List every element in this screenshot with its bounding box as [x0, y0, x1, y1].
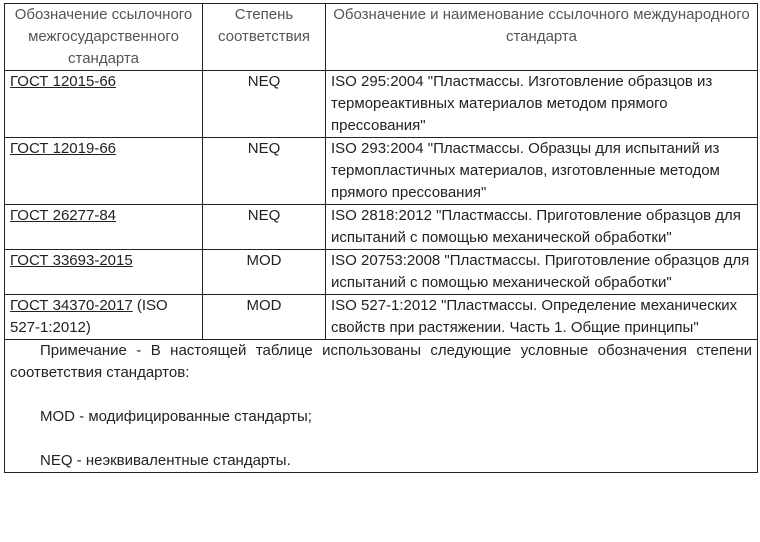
- gost-cell: [5, 205, 203, 250]
- note-row: [5, 340, 758, 473]
- degree-cell: MOD: [203, 295, 326, 340]
- note-mod: MOD - модифицированные стандарты;: [40, 408, 312, 425]
- degree-cell: MOD: [203, 250, 326, 295]
- gost-link[interactable]: ГОСТ 12019-66: [10, 140, 117, 157]
- table-row: [5, 295, 758, 340]
- degree-cell: NEQ: [203, 138, 326, 205]
- gost-cell: [5, 250, 203, 295]
- note-neq: NEQ - неэквивалентные стандарты.: [40, 452, 291, 469]
- note-intro: Примечание - В настоящей таблице использованы следующие условные обозначения степени соответствия стандартов:: [10, 342, 752, 381]
- header-gost-designation: Обозначение ссылочного межгосударственного стандарта: [5, 4, 203, 71]
- standards-table: [4, 3, 758, 473]
- iso-cell: ISO 2818:2012 "Пластмассы. Приготовление образцов для испытаний с помощью механической обработки": [326, 205, 758, 250]
- table-row: [5, 71, 758, 138]
- gost-extra: (ISO 527-1:2012): [10, 297, 168, 336]
- gost-cell: [5, 71, 203, 138]
- gost-cell: [5, 295, 203, 340]
- gost-link[interactable]: ГОСТ 34370-2017: [10, 297, 133, 314]
- note-cell: [5, 340, 758, 473]
- gost-link[interactable]: ГОСТ 26277-84: [10, 207, 117, 224]
- iso-cell: ISO 20753:2008 "Пластмассы. Приготовление образцов для испытаний с помощью механической обработки": [326, 250, 758, 295]
- gost-cell: [5, 138, 203, 205]
- table-row: [5, 205, 758, 250]
- table-row: [5, 250, 758, 295]
- iso-cell: ISO 293:2004 "Пластмассы. Образцы для испытаний из термопластичных материалов, изготовленные методом прямого прессования": [326, 138, 758, 205]
- gost-link[interactable]: ГОСТ 12015-66: [10, 73, 117, 90]
- degree-cell: NEQ: [203, 71, 326, 138]
- table-row: [5, 138, 758, 205]
- degree-cell: NEQ: [203, 205, 326, 250]
- iso-cell: ISO 295:2004 "Пластмассы. Изготовление образцов из термореактивных материалов методом прямого прессования": [326, 71, 758, 138]
- gost-link[interactable]: ГОСТ 33693-2015: [10, 252, 133, 269]
- header-degree-of-correspondence: Степень соответствия: [203, 4, 326, 71]
- header-iso-designation: Обозначение и наименование ссылочного международного стандарта: [326, 4, 758, 71]
- iso-cell: ISO 527-1:2012 "Пластмассы. Определение механических свойств при растяжении. Часть 1. Общие принципы": [326, 295, 758, 340]
- table-header-row: [5, 4, 758, 71]
